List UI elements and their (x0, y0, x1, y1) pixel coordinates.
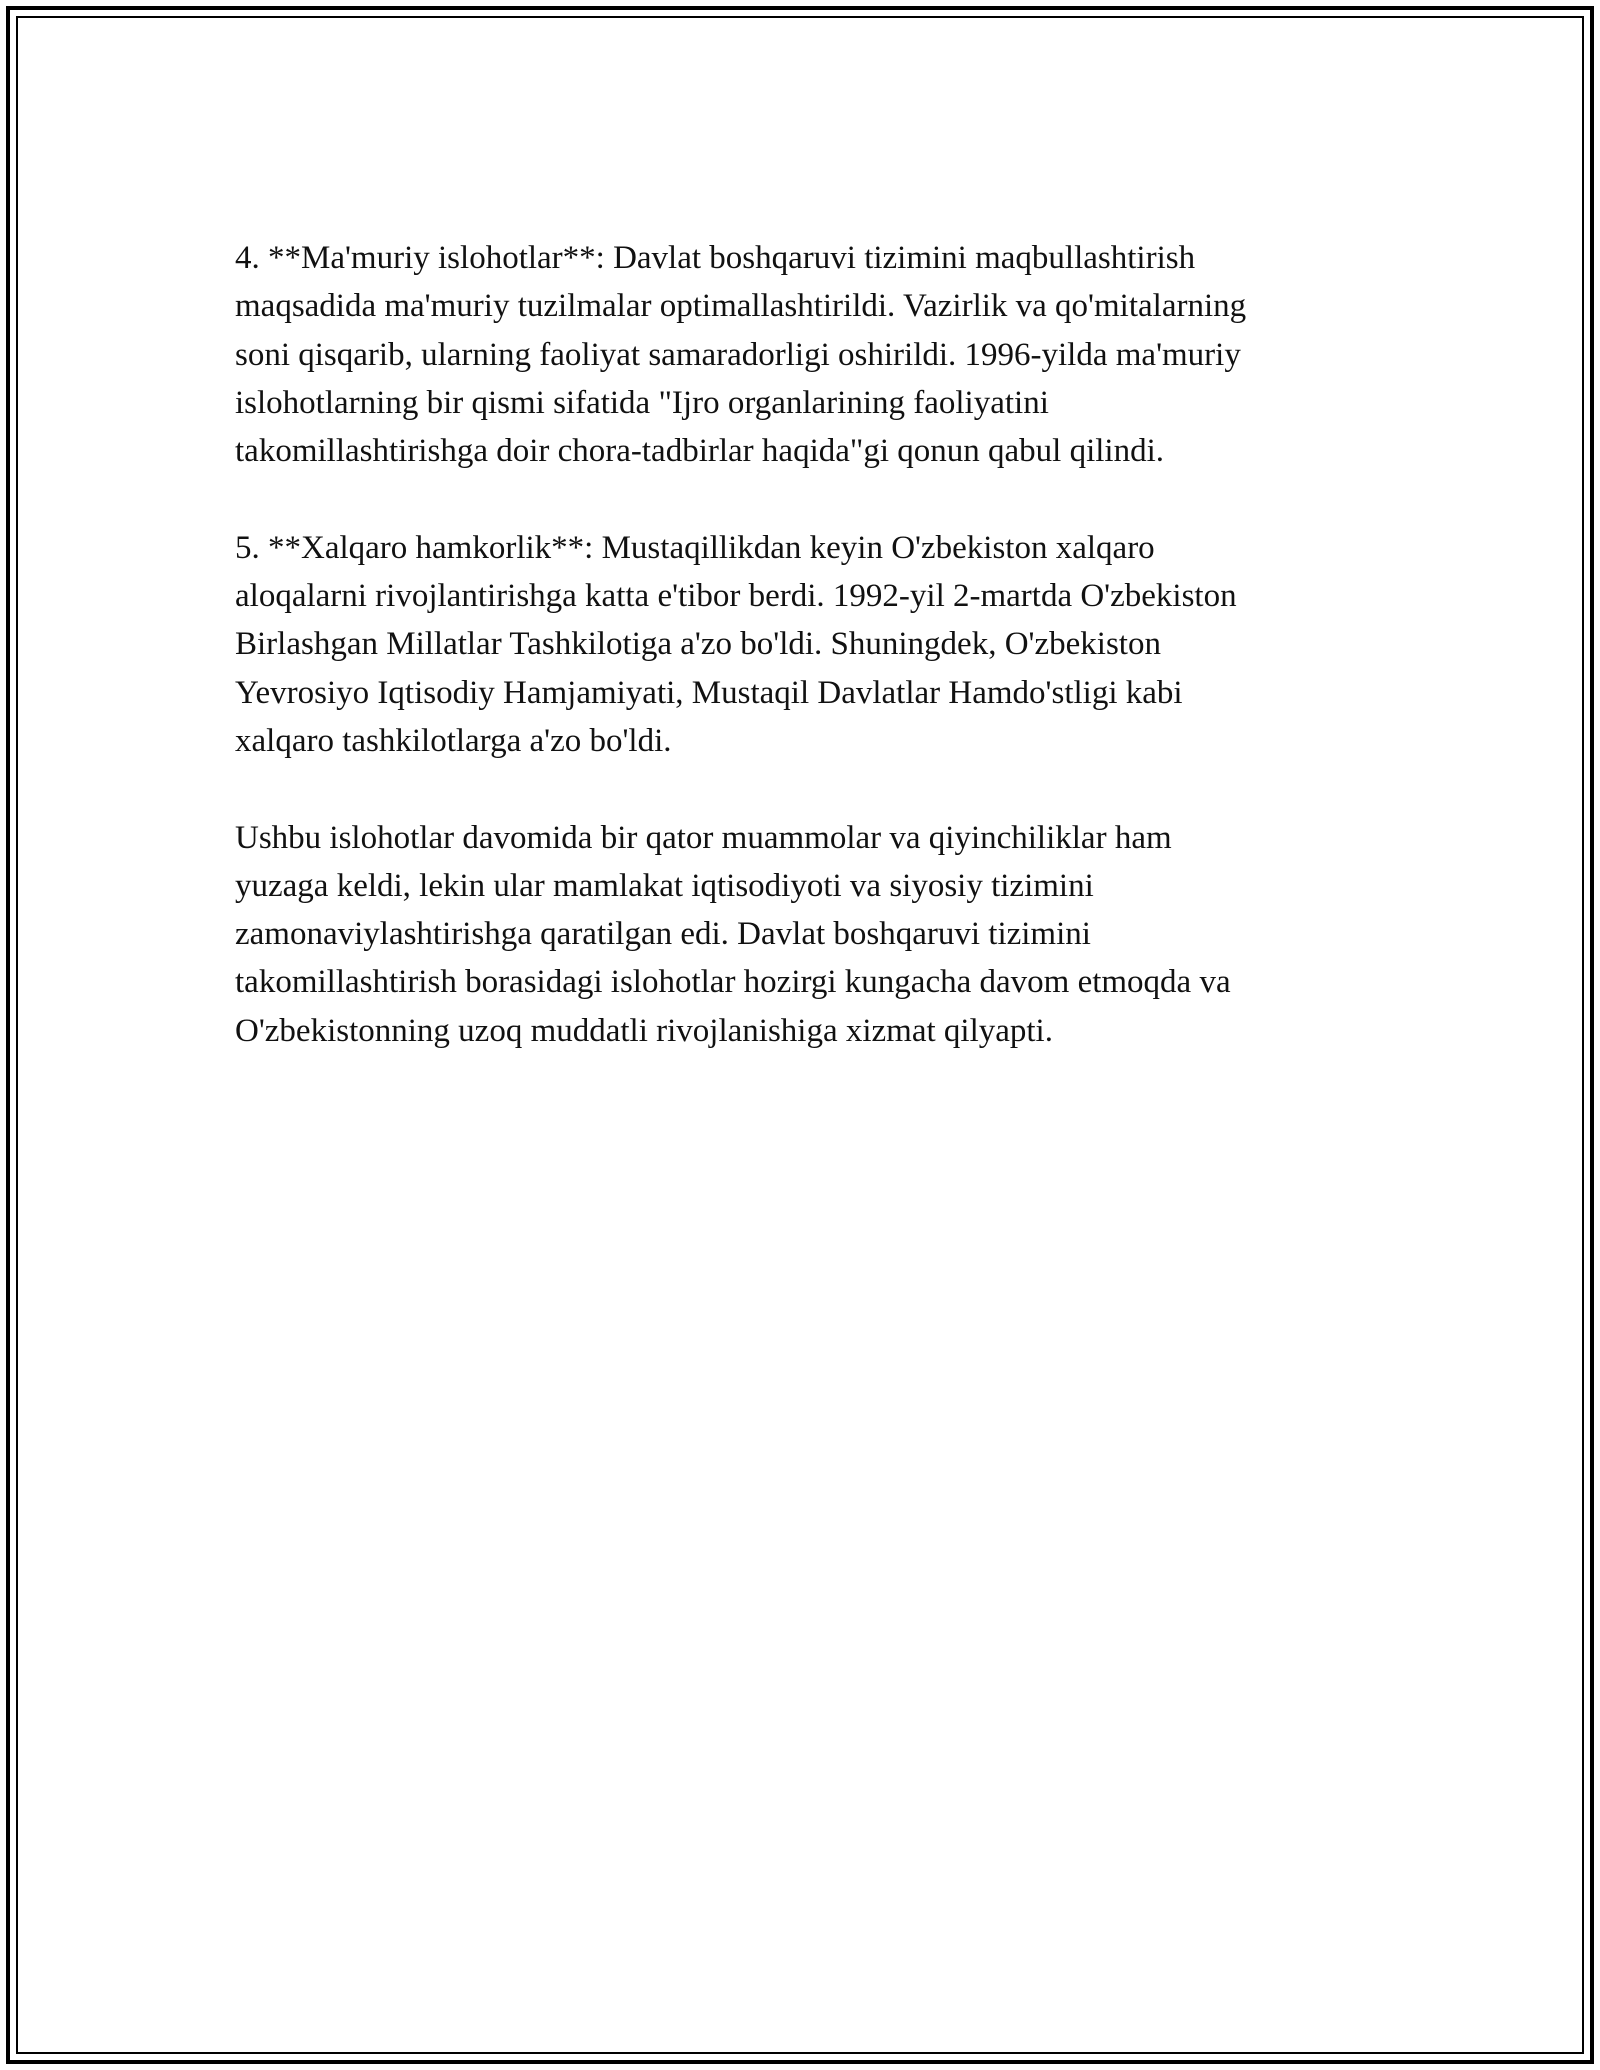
paragraph-conclusion (235, 814, 1385, 1055)
text-line: soni qisqarib, ularning faoliyat samaradorligi oshirildi. 1996-yilda ma'muriy (235, 336, 1241, 373)
paragraph-international-cooperation (235, 524, 1385, 765)
text-line: islohotlarning bir qismi sifatida "Ijro organlarining faoliyatini (235, 384, 1049, 421)
text-line: xalqaro tashkilotlarga a'zo bo'ldi. (235, 722, 672, 759)
text-line: maqsadida ma'muriy tuzilmalar optimallashtirildi. Vazirlik va qo'mitalarning (235, 288, 1247, 325)
text-line: takomillashtirish borasidagi islohotlar hozirgi kungacha davom etmoqda va (235, 964, 1231, 1001)
document-body (235, 234, 1385, 1103)
text-line: Birlashgan Millatlar Tashkilotiga a'zo bo'ldi. Shuningdek, O'zbekiston (235, 626, 1161, 663)
text-line: aloqalarni rivojlantirishga katta e'tibor berdi. 1992-yil 2-martda O'zbekiston (235, 578, 1237, 615)
text-line: yuzaga keldi, lekin ular mamlakat iqtisodiyoti va siyosiy tizimini (235, 867, 1094, 904)
text-line: 5. **Xalqaro hamkorlik**: Mustaqillikdan keyin O'zbekiston xalqaro (235, 529, 1155, 566)
text-line: zamonaviylashtirishga qaratilgan edi. Davlat boshqaruvi tizimini (235, 916, 1091, 953)
text-line: 4. **Ma'muriy islohotlar**: Davlat boshqaruvi tizimini maqbullashtirish (235, 240, 1196, 276)
text-line: Ushbu islohotlar davomida bir qator muammolar va qiyinchiliklar ham (235, 819, 1172, 856)
text-line: Yevrosiyo Iqtisodiy Hamjamiyati, Mustaqil Davlatlar Hamdo'stligi kabi (235, 674, 1183, 711)
paragraph-administrative-reforms (235, 234, 1385, 475)
text-line: takomillashtirishga doir chora-tadbirlar haqida"gi qonun qabul qilindi. (235, 433, 1165, 470)
text-line: O'zbekistonning uzoq muddatli rivojlanishiga xizmat qilyapti. (235, 1012, 1053, 1049)
